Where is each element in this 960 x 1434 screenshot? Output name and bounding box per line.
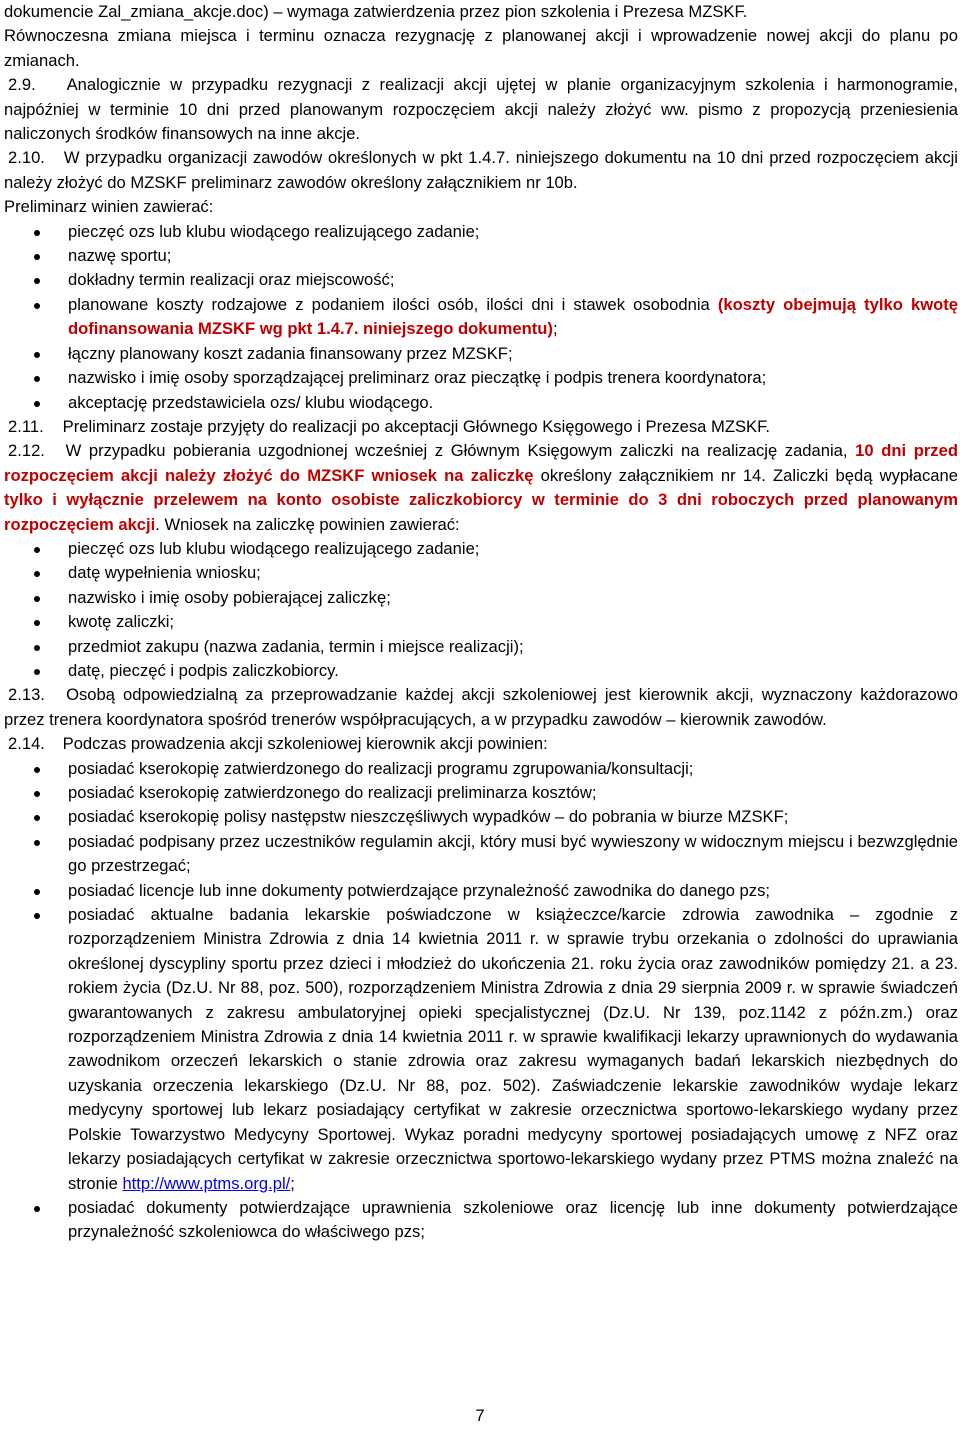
list-item: nazwę sportu; bbox=[4, 244, 958, 268]
list-item: posiadać dokumenty potwierdzające uprawnienia szkoleniowe oraz licencję lub inne dokumenty potwierdzające przynależność szkoleniowca do właściwego pzs; bbox=[4, 1196, 958, 1245]
highlighted-note: (koszty obejmują tylko kwotę dofinansowania MZSKF wg pkt 1.4.7. niniejszego dokumentu) bbox=[68, 294, 958, 339]
highlighted-payment-rule: tylko i wyłącznie przelewem na konto osobiste zaliczkobiorcy w terminie do 3 dni roboczych przed planowanym rozpoczęciem akcji bbox=[4, 490, 958, 534]
manager-duties-list bbox=[4, 757, 958, 1245]
paragraph-text: określony załącznikiem nr 14. Zaliczki będą wypłacane bbox=[540, 465, 958, 485]
list-item-text: posiadać aktualne badania lekarskie poświadczone w książeczce/karcie zdrowia zawodnika – zgodnie z rozporządzeniem Ministra Zdrowia z dnia 14 kwietnia 2011 r. w sprawie trybu orzekania o zdolności do uprawiania określonej dyscypliny sportu przez dzieci i młodzież do ukończenia 21. roku życia oraz zawodników pomiędzy 21. a 23. rokiem życia (Dz.U. Nr 88, poz. 500), rozporządzeniem Ministra Zdrowia z dnia 29 sierpnia 2009 r. w sprawie świadczeń gwarantowanych z zakresu ambulatoryjnej opieki specjalistycznej (Dz.U. Nr 139, poz.1142 z późn.zm.) oraz rozporządzeniem Ministra Zdrowia z dnia 14 kwietnia 2011 r. w sprawie kwalifikacji lekarzy uprawnionych do wydawania zawodnikom orzeczeń lekarskich o stanie zdrowia oraz zakresu wymaganych badań lekarskich niezbędnych do uzyskania orzeczenia lekarskiego (Dz.U. Nr 88, poz. 502). Zaświadczenie lekarskie zawodników wydaje lekarz medycyny sportowej lub lekarz posiadający certyfikat w zakresie orzecznictwa sportowo-lekarskiego wydany przez Polskie Towarzystwo Medycyny Sportowej. Wykaz poradni medycyny sportowej posiadających umowę z NFZ oraz lekarzy posiadających certyfikat w zakresie orzecznictwa sportowo-lekarskiego wydany przez PTMS można znaleźć na stronie bbox=[68, 905, 958, 1193]
list-item-end: ; bbox=[552, 319, 558, 339]
intro-line-1: dokumencie Zal_zmiana_akcje.doc) – wymaga zatwierdzenia przez pion szkolenia i Prezesa MZSKF. bbox=[4, 2, 748, 21]
list-item-end: ; bbox=[290, 1173, 295, 1193]
ptms-link[interactable]: http://www.ptms.org.pl/ bbox=[122, 1173, 291, 1193]
page-number: 7 bbox=[475, 1406, 485, 1425]
list-item: nazwisko i imię osoby pobierającej zaliczkę; bbox=[4, 586, 958, 610]
list-item-text: planowane koszty rodzajowe z podaniem ilości osób, ilości dni i stawek osobodnia bbox=[68, 294, 710, 314]
list-item: posiadać kserokopię zatwierdzonego do realizacji preliminarza kosztów; bbox=[4, 781, 958, 805]
paragraph-2-13 bbox=[4, 683, 958, 732]
paragraph-2-12 bbox=[4, 439, 958, 537]
list-item: pieczęć ozs lub klubu wiodącego realizującego zadanie; bbox=[4, 220, 958, 244]
paragraph-2-9 bbox=[4, 73, 958, 146]
list-item: akceptację przedstawiciela ozs/ klubu wiodącego. bbox=[4, 391, 958, 415]
list-item: posiadać licencje lub inne dokumenty potwierdzające przynależność zawodnika do danego pzs; bbox=[4, 879, 958, 903]
paragraph-number: 2.12. bbox=[8, 441, 45, 461]
list-item bbox=[4, 903, 958, 1196]
advance-request-list bbox=[4, 537, 958, 683]
list-item: dokładny termin realizacji oraz miejscowość; bbox=[4, 268, 958, 292]
list-item: nazwisko i imię osoby sporządzającej preliminarz oraz pieczątkę i podpis trenera koordynatora; bbox=[4, 366, 958, 390]
paragraph-2-11 bbox=[4, 415, 958, 439]
list-item: datę, pieczęć i podpis zaliczkobiorcy. bbox=[4, 659, 958, 683]
paragraph-text: Osobą odpowiedzialną za przeprowadzanie każdej akcji szkoleniowej jest kierownik akcji, wyznaczony każdorazowo przez trenera koordynatora spośród trenerów współpracujących, a w przypadku zawodów – kierownik zawodów. bbox=[4, 685, 958, 729]
list-item: pieczęć ozs lub klubu wiodącego realizującego zadanie; bbox=[4, 537, 958, 561]
list-item: przedmiot zakupu (nazwa zadania, termin i miejsce realizacji); bbox=[4, 635, 958, 659]
list-item: kwotę zaliczki; bbox=[4, 610, 958, 634]
paragraph-number: 2.10. bbox=[8, 148, 45, 168]
paragraph-number: 2.14. bbox=[8, 734, 45, 754]
paragraph-2-14 bbox=[4, 732, 958, 756]
intro-line-2: Równoczesna zmiana miejsca i terminu oznacza rezygnację z planowanej akcji i wprowadzenie nowej akcji do planu po zmianach. bbox=[4, 26, 958, 70]
paragraph-text: Podczas prowadzenia akcji szkoleniowej kierownik akcji powinien: bbox=[62, 734, 548, 754]
list-item bbox=[4, 293, 958, 342]
paragraph-text: Preliminarz zostaje przyjęty do realizacji po akceptacji Głównego Księgowego i Prezesa MZSKF. bbox=[62, 416, 771, 436]
list-item: łączny planowany koszt zadania finansowany przez MZSKF; bbox=[4, 342, 958, 366]
preliminary-list bbox=[4, 220, 958, 415]
paragraph-number: 2.9. bbox=[8, 75, 36, 95]
list-item: datę wypełnienia wniosku; bbox=[4, 561, 958, 585]
paragraph-text: W przypadku organizacji zawodów określonych w pkt 1.4.7. niniejszego dokumentu na 10 dni przed rozpoczęciem akcji należy złożyć do MZSKF preliminarz zawodów określony załącznikiem nr 10b. bbox=[4, 148, 958, 192]
paragraph-number: 2.11. bbox=[8, 416, 44, 436]
list-item: posiadać kserokopię polisy następstw nieszczęśliwych wypadków – do pobrania w biurze MZSKF; bbox=[4, 805, 958, 829]
preliminary-intro: Preliminarz winien zawierać: bbox=[4, 197, 214, 217]
list-item: posiadać kserokopię zatwierdzonego do realizacji programu zgrupowania/konsultacji; bbox=[4, 757, 958, 781]
paragraph-2-10 bbox=[4, 146, 958, 195]
paragraph-text: . Wniosek na zaliczkę powinien zawierać: bbox=[155, 514, 460, 534]
paragraph-text: W przypadku pobierania uzgodnionej wcześniej z Głównym Księgowym zaliczki na realizację zadania, bbox=[65, 441, 848, 461]
paragraph-number: 2.13. bbox=[8, 685, 45, 705]
list-item: posiadać podpisany przez uczestników regulamin akcji, który musi być wywieszony w widocznym miejscu i bezwzględnie go przestrzegać; bbox=[4, 830, 958, 879]
highlighted-deadline: 10 dni przed rozpoczęciem akcji należy złożyć do MZSKF wniosek na zaliczkę bbox=[4, 441, 958, 485]
paragraph-text: Analogicznie w przypadku rezygnacji z realizacji akcji ujętej w planie organizacyjnym szkolenia i harmonogramie, najpóźniej w terminie 10 dni przed planowanym rozpoczęciem akcji należy złożyć ww. pismo z propozycją przeniesienia naliczonych środków finansowych na inne akcje. bbox=[4, 75, 958, 144]
